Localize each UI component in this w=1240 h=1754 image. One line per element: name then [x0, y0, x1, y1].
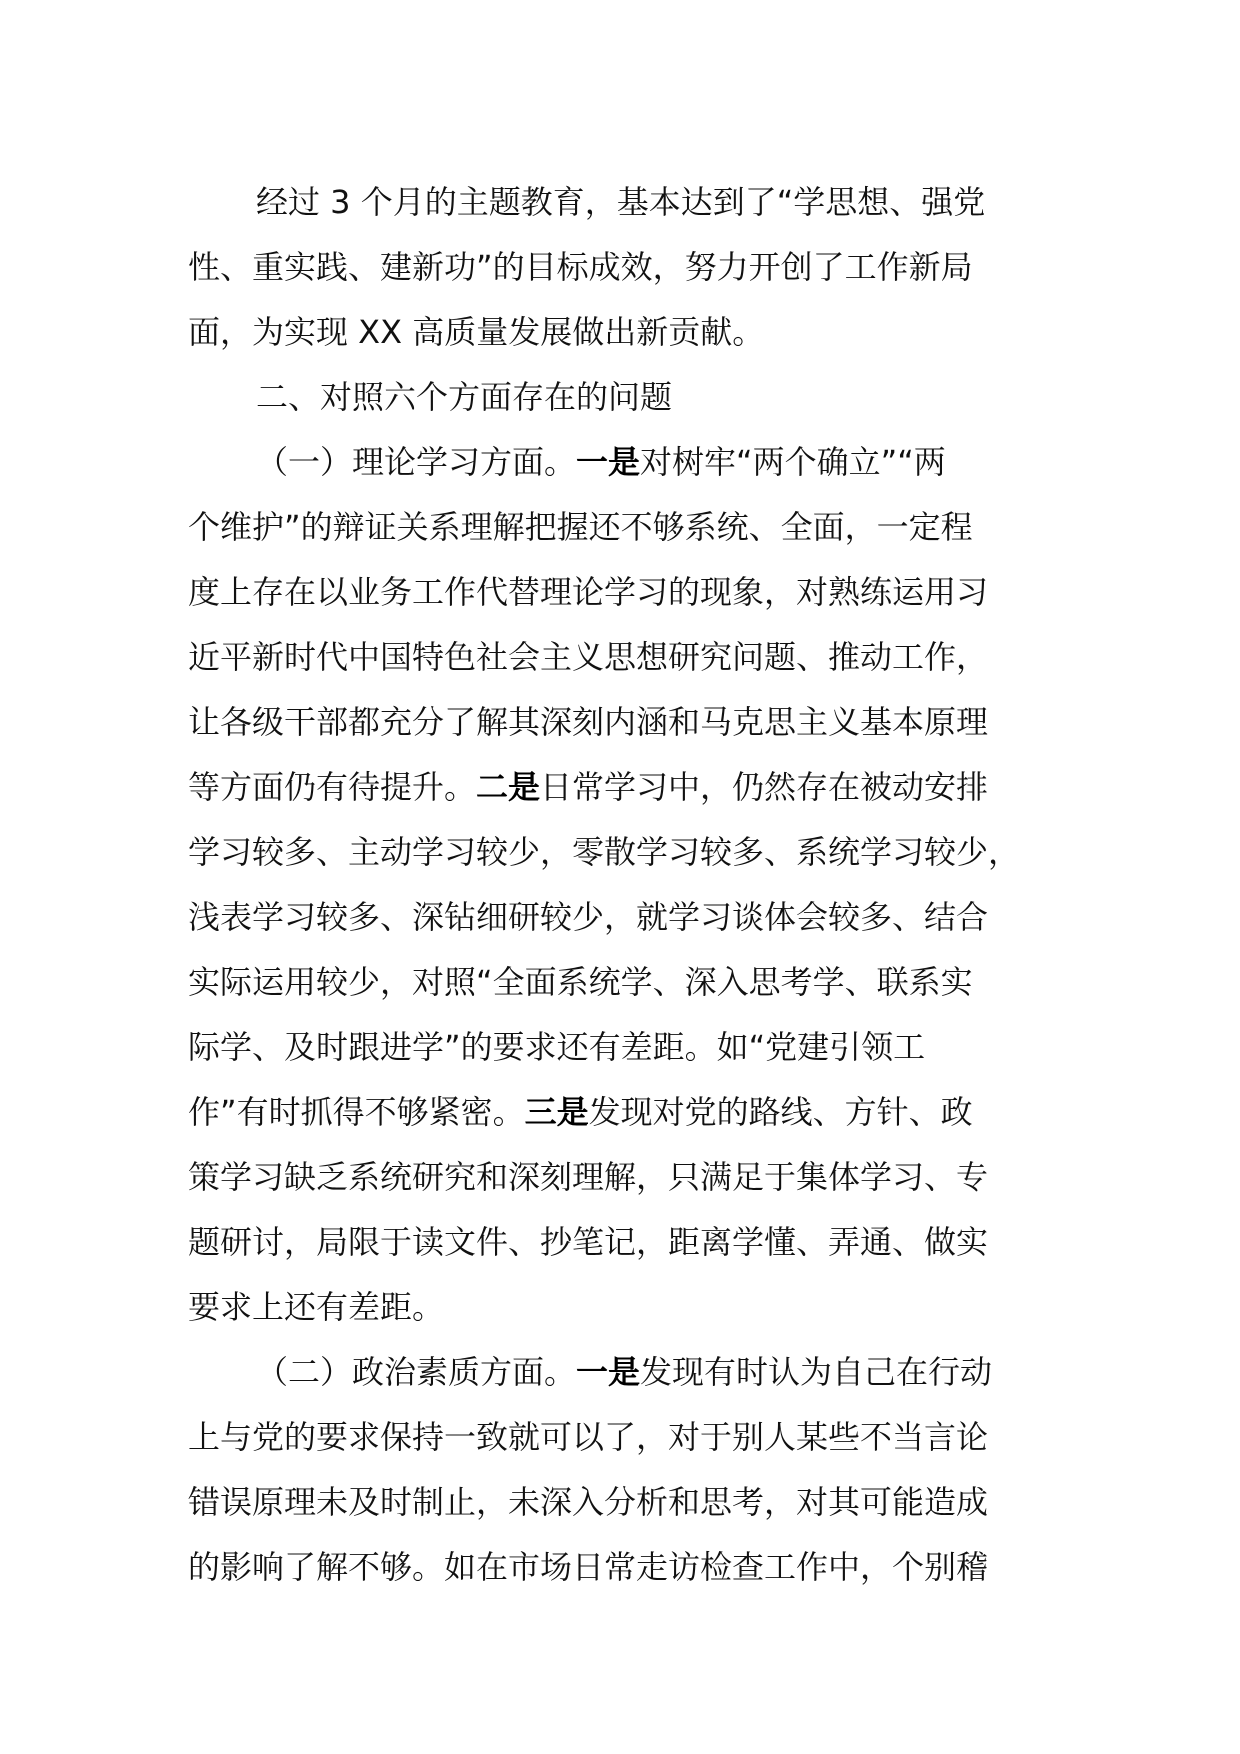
paragraph-political-quality	[188, 1340, 1068, 1600]
document-body	[188, 170, 1068, 1600]
point-marker-2: 二是	[476, 768, 541, 806]
theory-point-1: 对树牢“两个确立”“两 个维护”的辩证关系理解把握还不够系统、全面，一定程 度上存在以业务工作代替理论学习的现象，对熟练运用习 近平新时代中国特色社会主义思想研究问题、推动工作， 让各级干部都充分了解其深刻内涵和马克思主义基本原理 等方面仍有待提升。	[188, 443, 989, 806]
section-heading-text: 二、对照六个方面存在的问题	[256, 378, 673, 416]
theory-point-2: 日常学习中，仍然存在被动安排 学习较多、主动学习较少，零散学习较多、系统学习较少， 浅表学习较多、深钻细研较少，就学习谈体会较多、结合 实际运用较少，对照“全面系统学、深入思考学、联系实 际学、及时跟进学”的要求还有差距。如“党建引领工 作”有时抓得不够紧密。	[188, 768, 1021, 1131]
point-marker-1: 一是	[576, 443, 641, 481]
paragraph-theory-study	[188, 430, 1068, 1340]
summary-text: 经过 3 个月的主题教育，基本达到了“学思想、强党 性、重实践、建新功”的目标成效，努力开创了工作新局 面，为实现 XX 高质量发展做出新贡献。	[188, 183, 986, 351]
theory-intro: （一）理论学习方面。	[256, 443, 577, 481]
theory-point-3: 发现对党的路线、方针、政 策学习缺乏系统研究和深刻理解，只满足于集体学习、专 题研讨，局限于读文件、抄笔记，距离学懂、弄通、做实 要求上还有差距。	[188, 1093, 989, 1326]
point-marker-1: 一是	[576, 1353, 641, 1391]
political-intro: （二）政治素质方面。	[256, 1353, 577, 1391]
paragraph-summary	[188, 170, 1068, 365]
point-marker-3: 三是	[524, 1093, 589, 1131]
political-point-1: 发现有时认为自己在行动 上与党的要求保持一致就可以了，对于别人某些不当言论 错误原理未及时制止，未深入分析和思考，对其可能造成 的影响了解不够。如在市场日常走访检查工作中，个别稽	[188, 1353, 993, 1586]
section-heading	[188, 365, 1068, 430]
